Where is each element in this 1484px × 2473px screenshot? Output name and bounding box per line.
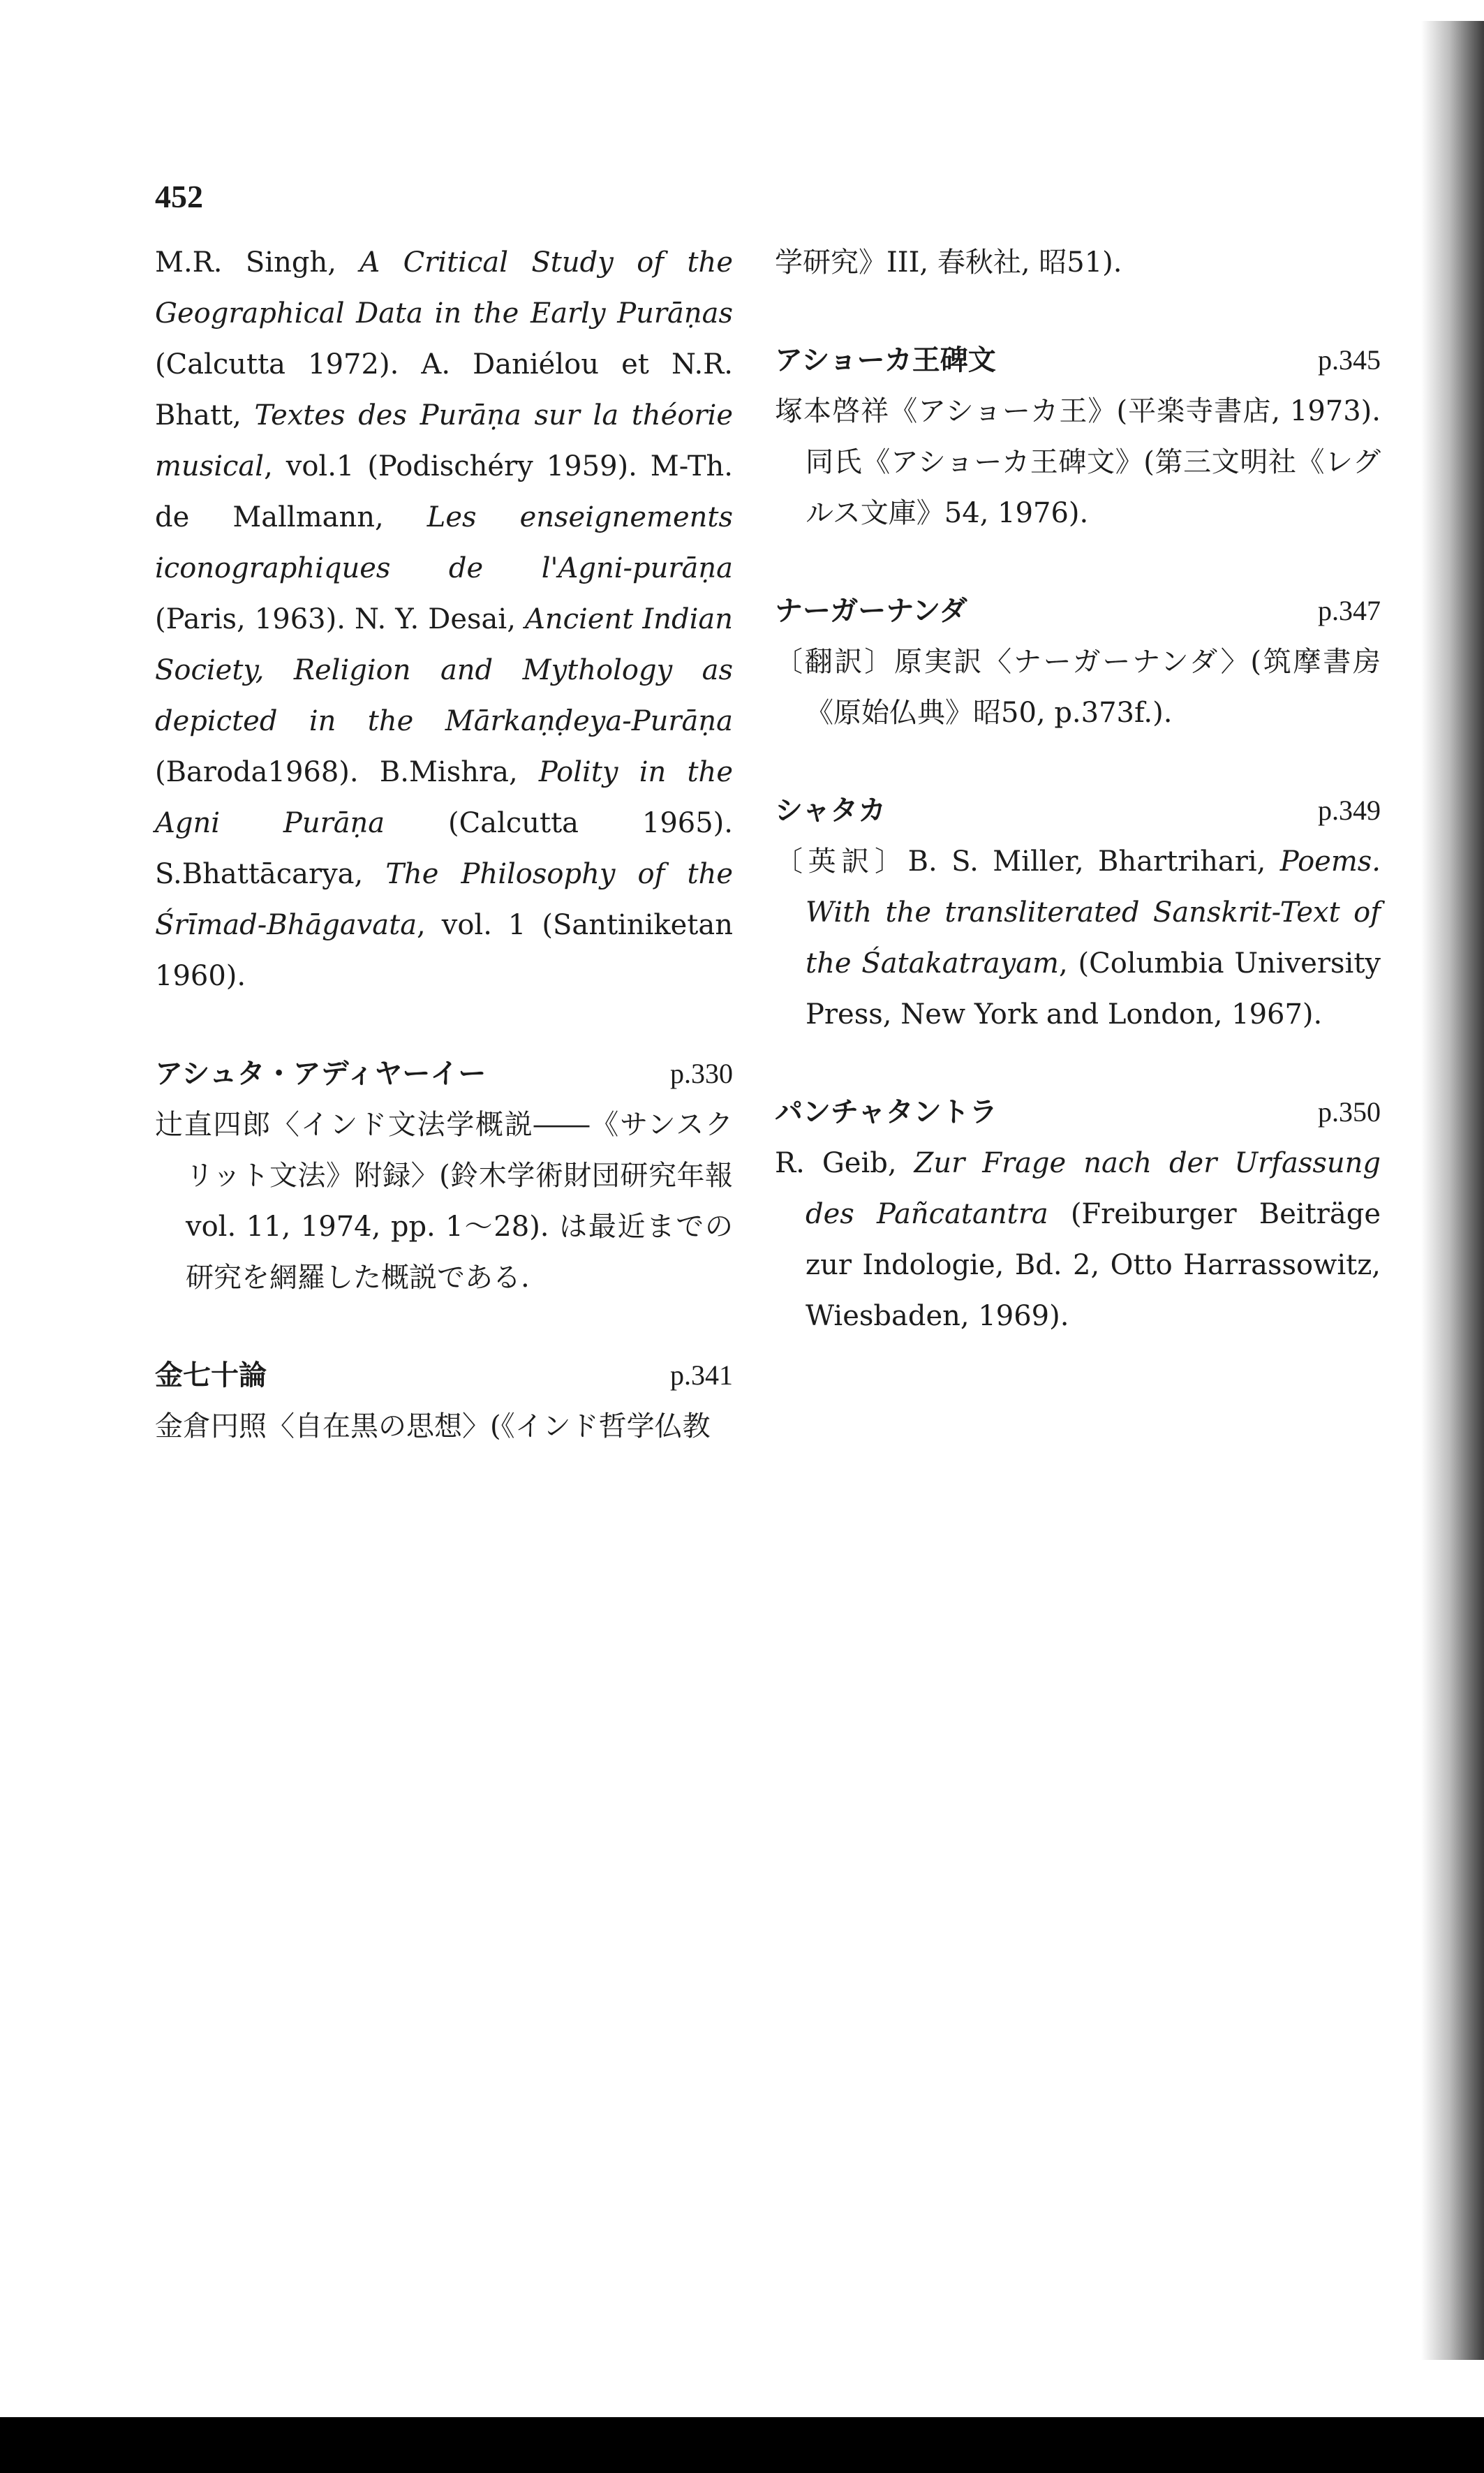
section-heading [775,585,1381,637]
text-run: 〔翻訳〕原実訳〈ナーガーナンダ〉(筑摩書房《原始仏典》昭50, p.373f.). [775,646,1381,729]
text-run: (Freiburger Beiträge zur Indologie, Bd. 2, Otto Harrassowitz, Wiesbaden, 1969). [806,1198,1381,1332]
text-run: (Calcutta 1965). S.Bhattācarya, [155,807,733,890]
section-title: ナーガーナンダ [775,595,967,627]
text-run: , vol.1 (Podischéry 1959). M-Th. de Mallmann, [155,450,733,533]
section-panchatantra [775,1086,1381,1342]
scan-gutter-shadow [1421,21,1484,2360]
section-title: アシュタ・アディヤーイー [155,1058,487,1090]
section-heading [775,334,1381,386]
scan-bottom-edge [0,2417,1484,2473]
text-run: 学研究》III, 春秋社, 昭51). [775,246,1122,279]
section-body [775,1138,1381,1342]
section-title: パンチャタントラ [775,1096,997,1128]
section-kinshichijuron [155,1350,733,1452]
section-page-ref: p.345 [1318,344,1381,376]
section-page-ref: p.341 [670,1359,733,1391]
text-run-italic: Textes des Purāṇa sur la théorie musical [155,399,733,482]
intro-paragraph [155,237,733,1002]
section-body [155,1401,733,1452]
text-run: 金倉円照〈自在黒の思想〉(《インド哲学仏教 [155,1410,711,1442]
section-ashoka-inscriptions [775,334,1381,539]
text-run-italic: Ancient Indian Society, Religion and Mythology as depicted in the Mārkaṇḍeya-Purāṇa [155,603,734,737]
text-run-italic: A Critical Study of the Geographical Data in the Early Purāṇas [155,246,733,330]
text-run-italic: Les enseignements iconographiques de l'Agni-purāṇa [155,501,733,584]
section-body [775,386,1381,539]
section-heading [775,1086,1381,1138]
section-title: アショーカ王碑文 [775,344,996,376]
page-number: 452 [155,179,203,214]
text-run-italic: Zur Frage nach der Urfassung des Pañcatantra [806,1147,1381,1230]
section-body [775,637,1381,739]
section-ashtadhyayi [155,1048,733,1304]
section-page-ref: p.347 [1318,595,1381,626]
right-column [775,237,1381,1342]
section-nagananda [775,585,1381,739]
text-run: 〔英訳〕B. S. Miller, Bhartrihari, [775,846,1280,878]
section-heading [775,785,1381,836]
section-body [155,1100,733,1304]
section-shataka [775,785,1381,1040]
left-column [155,237,733,1452]
section-heading [155,1048,733,1100]
section-title: シャタカ [775,795,886,827]
text-run: (Paris, 1963). N. Y. Desai, [155,603,525,635]
text-run: , vol. 1 (Santiniketan 1960). [155,909,733,992]
text-run: M.R. Singh, [155,246,360,279]
section-body [775,836,1381,1040]
section-heading [155,1350,733,1401]
text-run: 塚本啓祥《アショーカ王》(平楽寺書店, 1973). 同氏《アショーカ王碑文》(第三文明社《レグルス文庫》54, 1976). [775,395,1381,529]
text-run-italic: Poems. With the transliterated Sanskrit-Text of the Śatakatrayam [806,846,1381,980]
text-run: 辻直四郎〈インド文法学概説――《サンスクリット文法》附録〉(鈴木学術財団研究年報 vol. 11, 1974, pp. 1～28). は最近までの研究を網羅した概説である. [155,1109,733,1294]
continuation-text [775,237,1381,288]
text-run: , (Columbia University Press, New York and London, 1967). [806,947,1381,1031]
section-page-ref: p.330 [670,1058,733,1089]
text-run-italic: The Philosophy of the Śrīmad-Bhāgavata [155,858,733,941]
section-page-ref: p.350 [1318,1096,1381,1128]
section-page-ref: p.349 [1318,795,1381,826]
section-title: 金七十論 [155,1359,267,1391]
text-run-italic: Polity in the Agni Purāṇa [155,756,733,839]
text-run: (Baroda1968). B.Mishra, [155,756,539,788]
text-run: (Calcutta 1972). A. Daniélou et N.R. Bhatt, [155,348,733,431]
text-run: R. Geib, [775,1147,914,1179]
